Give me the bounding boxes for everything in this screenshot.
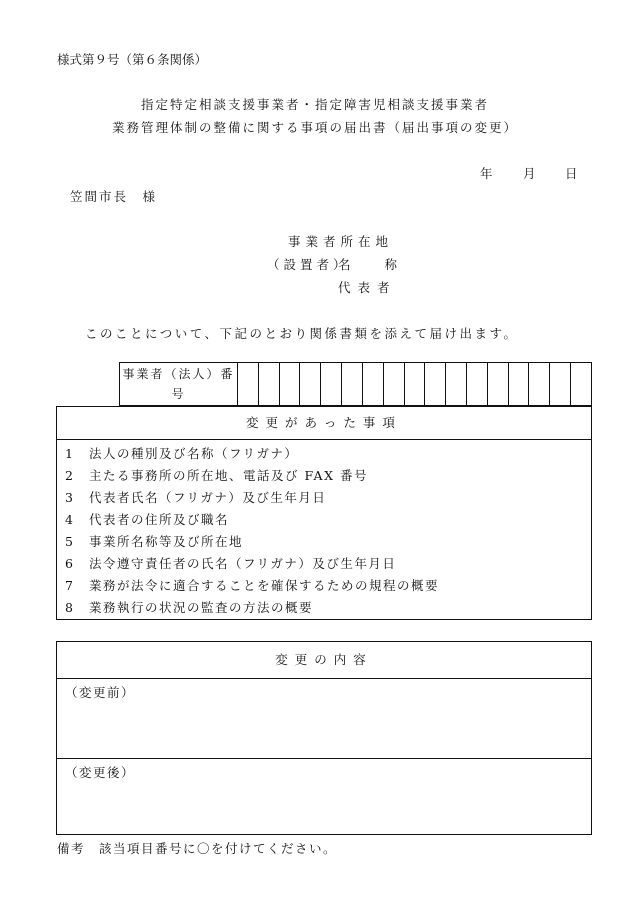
item-number: 2 xyxy=(65,468,75,483)
number-cell[interactable] xyxy=(383,363,404,406)
number-cell[interactable] xyxy=(258,363,279,406)
form-number: 様式第９号（第６条関係） xyxy=(57,52,208,67)
number-cell[interactable] xyxy=(425,363,446,406)
changed-item-row[interactable] xyxy=(57,509,591,531)
item-number: 7 xyxy=(65,578,75,593)
change-after-field[interactable] xyxy=(57,759,591,781)
changed-item-row[interactable] xyxy=(57,465,591,487)
item-number: 8 xyxy=(65,600,75,615)
item-text: 事業所名称等及び所在地 xyxy=(89,534,244,549)
item-number: 3 xyxy=(65,490,75,505)
changed-item-row[interactable] xyxy=(57,531,591,553)
number-cell[interactable] xyxy=(550,363,571,406)
item-text: 代表者氏名（フリガナ）及び生年月日 xyxy=(89,490,327,505)
change-before-label: （変更前） xyxy=(65,685,136,700)
number-cell[interactable] xyxy=(571,363,592,406)
title-line-2: 業務管理体制の整備に関する事項の届出書（届出事項の変更） xyxy=(111,120,518,135)
number-cell[interactable] xyxy=(279,363,300,406)
business-number-table xyxy=(119,362,592,406)
business-number-label: 事業者（法人）番号 xyxy=(120,363,238,406)
applicant-address-label: 事業者所在地 xyxy=(288,234,394,249)
item-text: 業務執行の状況の監査の方法の概要 xyxy=(89,600,314,615)
number-cell[interactable] xyxy=(487,363,508,406)
change-content-header: 変更の内容 xyxy=(57,642,591,679)
item-number: 6 xyxy=(65,556,75,571)
item-text: 法人の種別及び名称（フリガナ） xyxy=(89,446,299,461)
changed-item-row[interactable] xyxy=(57,553,591,575)
date-day: 日 xyxy=(565,166,578,181)
number-cell[interactable] xyxy=(300,363,321,406)
number-cell[interactable] xyxy=(466,363,487,406)
changed-item-row[interactable] xyxy=(57,597,591,619)
note: 備考 該当項目番号に〇を付けてください。 xyxy=(57,841,338,856)
applicant-representative-label: 代表者 xyxy=(338,280,397,295)
change-after-label: （変更後） xyxy=(65,765,136,780)
number-cell[interactable] xyxy=(508,363,529,406)
statement: このことについて、下記のとおり関係書類を添えて届け出ます。 xyxy=(85,326,519,341)
number-cell[interactable] xyxy=(404,363,425,406)
changed-items-header: 変更があった事項 xyxy=(57,407,591,440)
number-cell[interactable] xyxy=(529,363,550,406)
item-text: 法令遵守責任者の氏名（フリガナ）及び生年月日 xyxy=(89,556,397,571)
changed-item-row[interactable] xyxy=(57,443,591,465)
changed-items-box xyxy=(56,406,592,620)
item-number: 5 xyxy=(65,534,75,549)
number-cell[interactable] xyxy=(238,363,259,406)
item-text: 代表者の住所及び職名 xyxy=(89,512,230,527)
date-month: 月 xyxy=(523,166,536,181)
changed-item-row[interactable] xyxy=(57,575,591,597)
item-text: 業務が法令に適合することを確保するための規程の概要 xyxy=(89,578,440,593)
number-cell[interactable] xyxy=(321,363,342,406)
item-number: 4 xyxy=(65,512,75,527)
date-year: 年 xyxy=(480,166,493,181)
change-before-field[interactable] xyxy=(57,679,591,759)
number-cell[interactable] xyxy=(446,363,467,406)
change-content-box xyxy=(56,641,592,835)
number-cell[interactable] xyxy=(362,363,383,406)
applicant-founder-label: （設置者） xyxy=(267,257,350,272)
title-line-1: 指定特定相談支援事業者・指定障害児相談支援事業者 xyxy=(140,97,489,112)
changed-item-row[interactable] xyxy=(57,487,591,509)
item-number: 1 xyxy=(65,446,75,461)
item-text: 主たる事務所の所在地、電話及び FAX 番号 xyxy=(89,468,368,483)
applicant-name-label: 名 称 xyxy=(338,257,401,272)
addressee: 笠間市長 様 xyxy=(70,189,158,204)
number-cell[interactable] xyxy=(342,363,363,406)
